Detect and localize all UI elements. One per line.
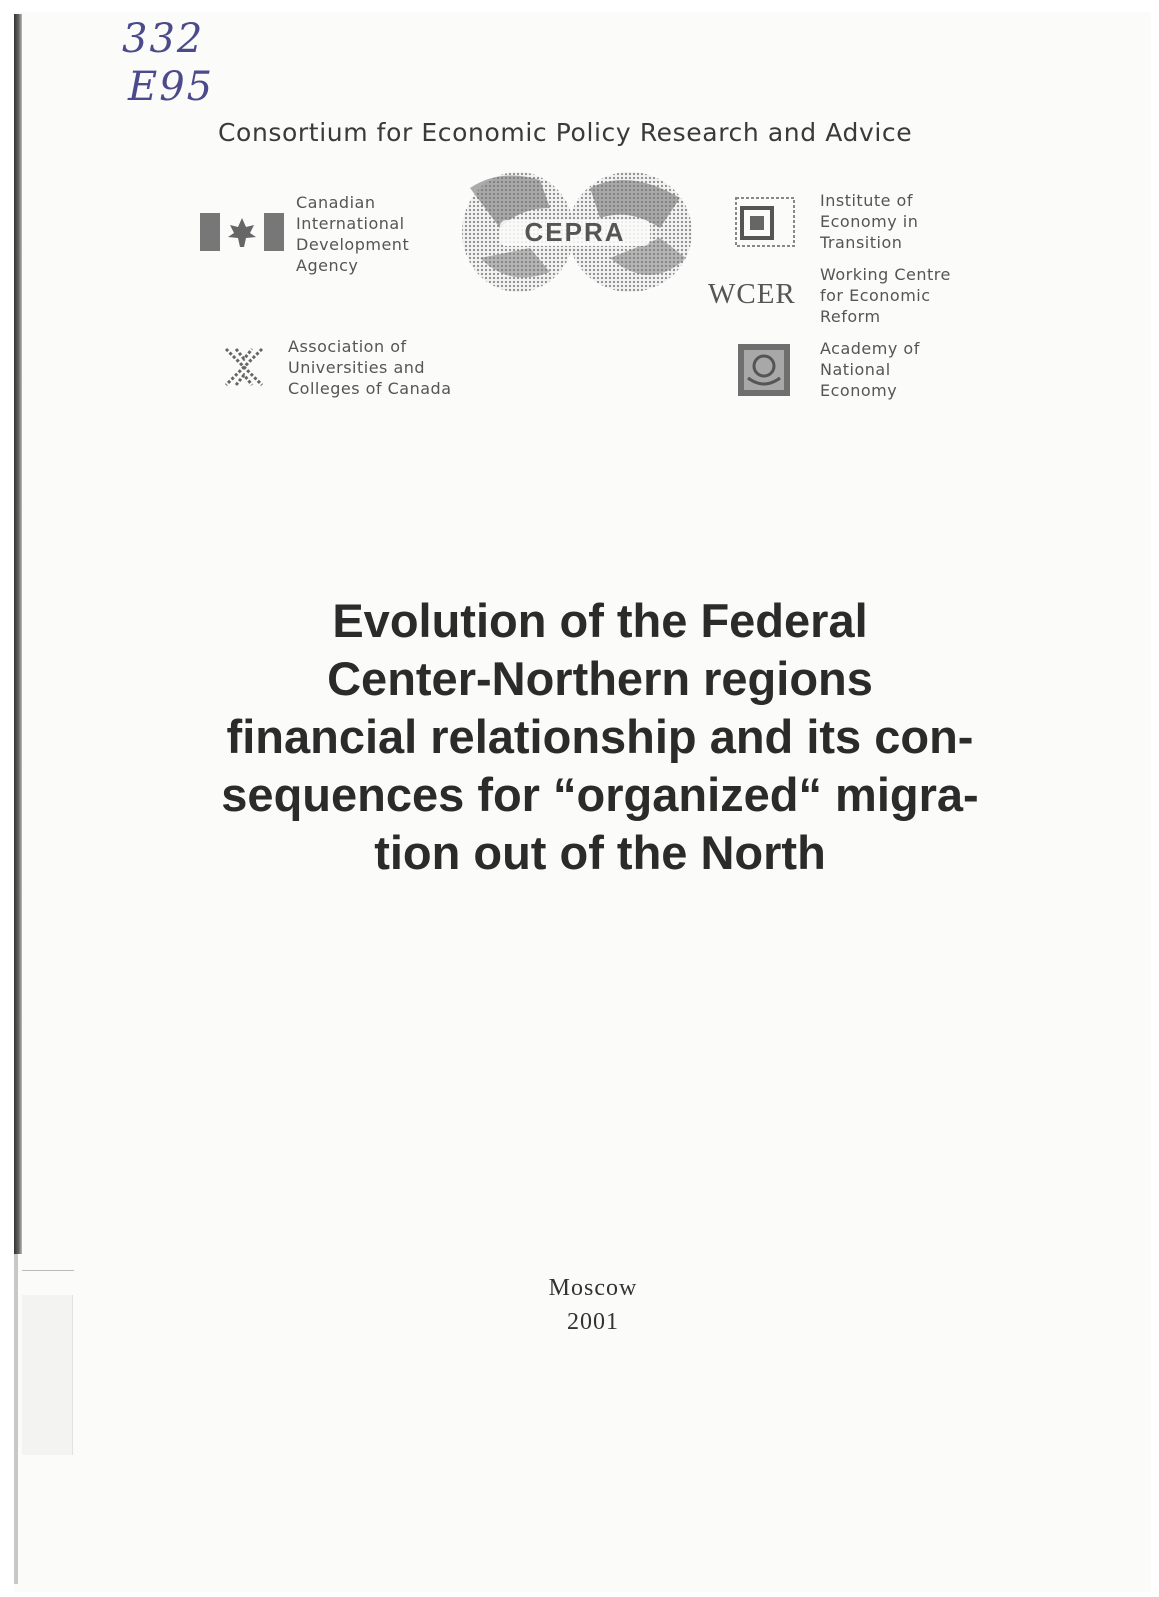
- cepra-logo-text: CEPRA: [524, 217, 626, 247]
- handwritten-call-number-top: 332: [122, 16, 205, 62]
- aucc-logo: [222, 345, 266, 393]
- title-line: financial relationship and its con-: [226, 710, 974, 763]
- wcer-logo-text: WCER: [708, 278, 796, 310]
- cida-logo: [200, 213, 288, 255]
- publication-city: Moscow: [548, 1275, 638, 1301]
- aucc-label: Association of Universities and Colleges of Canada: [288, 337, 452, 398]
- margin-shadow: [22, 1295, 73, 1455]
- handwritten-call-number-bottom: E95: [128, 64, 215, 110]
- title-line: Evolution of the Federal: [332, 594, 868, 647]
- ane-label: Academy of National Economy: [820, 339, 920, 400]
- binding-edge: [14, 14, 22, 1254]
- title-line: tion out of the North: [374, 826, 826, 879]
- binding-edge-lower: [14, 1254, 18, 1584]
- iet-label: Institute of Economy in Transition: [820, 191, 919, 252]
- document-title: [150, 592, 1050, 882]
- margin-line: [22, 1270, 74, 1271]
- ane-logo: [738, 344, 790, 400]
- consortium-heading: Consortium for Economic Policy Research and Advice: [218, 118, 913, 147]
- iet-logo: [734, 196, 796, 252]
- title-line: sequences for “organized“ migra-: [221, 768, 979, 821]
- publication-year: 2001: [567, 1309, 619, 1335]
- cida-label: Canadian International Development Agency: [296, 193, 410, 275]
- cepra-globe-logo: [460, 168, 696, 300]
- wcer-label: Working Centre for Economic Reform: [820, 265, 951, 326]
- title-line: Center-Northern regions: [327, 652, 873, 705]
